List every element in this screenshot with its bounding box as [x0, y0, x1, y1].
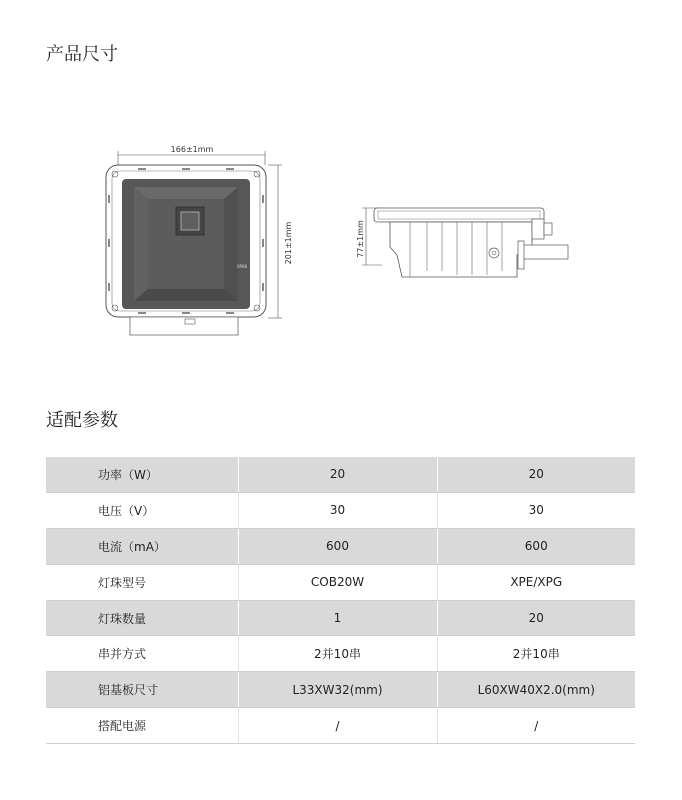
- cell-value: 20: [238, 457, 437, 492]
- product-size-title: 产品尺寸: [46, 44, 118, 65]
- table-row: [46, 528, 635, 564]
- table-row: [46, 708, 635, 744]
- cell-value: /: [437, 708, 635, 744]
- table-row: [46, 457, 635, 492]
- row-label-pcb-size: 铝基板尺寸: [46, 672, 238, 708]
- row-label-led-count: 灯珠数量: [46, 600, 238, 636]
- params-table: [46, 457, 635, 744]
- cell-value: 2并10串: [437, 636, 635, 672]
- row-label-series-parallel: 串并方式: [46, 636, 238, 672]
- table-row: [46, 600, 635, 636]
- row-label-power: 功率（W）: [46, 457, 238, 492]
- row-label-led-model: 灯珠型号: [46, 564, 238, 600]
- cell-value: 20: [437, 600, 635, 636]
- cell-value: 600: [238, 528, 437, 564]
- front-label: 0P68: [237, 264, 248, 269]
- cell-value: 30: [437, 492, 635, 528]
- table-row: [46, 564, 635, 600]
- side-view-drawing: [352, 195, 582, 295]
- adaptation-params-title: 适配参数: [46, 410, 118, 431]
- width-dimension: 166±1mm: [170, 145, 214, 154]
- table-row: [46, 672, 635, 708]
- row-label-power-supply: 搭配电源: [46, 708, 238, 744]
- table-row: [46, 636, 635, 672]
- cell-value: /: [238, 708, 437, 744]
- cell-value: L60XW40X2.0(mm): [437, 672, 635, 708]
- cell-value: L33XW32(mm): [238, 672, 437, 708]
- cell-value: 20: [437, 457, 635, 492]
- table-row: [46, 492, 635, 528]
- row-label-voltage: 电压（V）: [46, 492, 238, 528]
- depth-dimension: 77±1mm: [356, 220, 365, 258]
- cell-value: 1: [238, 600, 437, 636]
- front-view-drawing: [100, 135, 300, 355]
- height-dimension: 201±1mm: [284, 221, 293, 265]
- cell-value: 600: [437, 528, 635, 564]
- cell-value: 30: [238, 492, 437, 528]
- cell-value: XPE/XPG: [437, 564, 635, 600]
- cell-value: COB20W: [238, 564, 437, 600]
- cell-value: 2并10串: [238, 636, 437, 672]
- row-label-current: 电流（mA）: [46, 528, 238, 564]
